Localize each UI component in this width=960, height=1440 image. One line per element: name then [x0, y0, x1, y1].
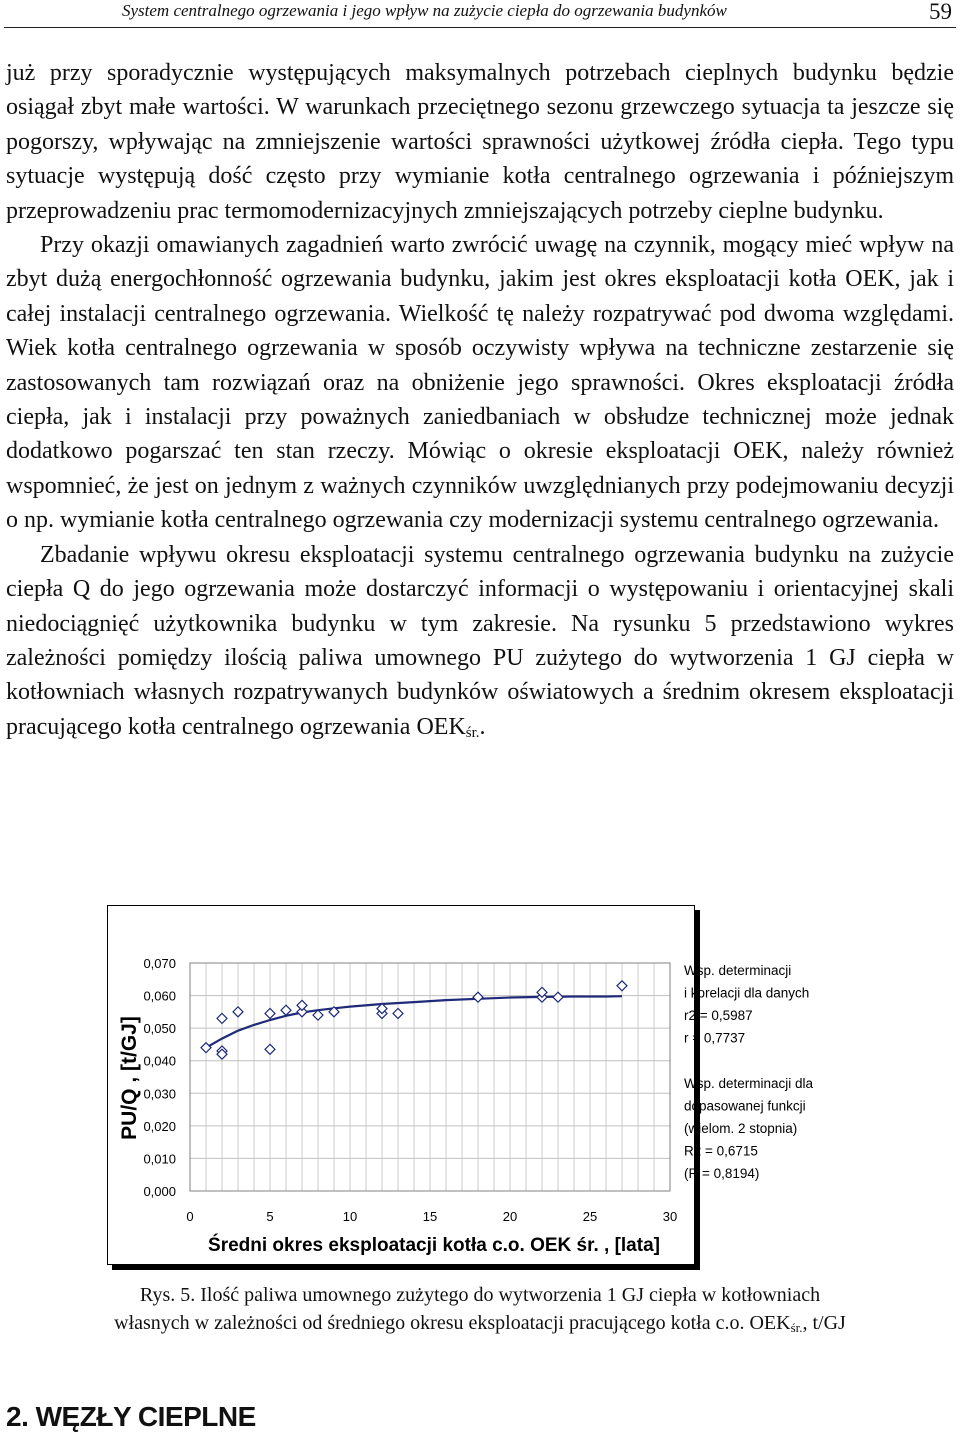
y-tick-label: 0,070	[143, 956, 176, 971]
y-tick-label: 0,050	[143, 1021, 176, 1037]
paragraph-3-text: Zbadanie wpływu okresu eksploatacji systemu centralnego ogrzewania budynku na zużycie ciepła Q do jego ogrzewania może dostarczyć informacji o występowaniu i orientacyjnej skali niedociągnięć użytkownika budynku w tym zakresie. Na rysunku 5 przedstawiono wykres zależności pomiędzy ilością paliwa umownego PU zużytego do wytworzenia 1 GJ ciepła w kotłowniach własnych rozpatrywanych budynków oświatowych a średnim okresem eksploatacji pracującego kotła centralnego ogrzewania OEK	[6, 541, 954, 740]
annotation-line: r = 0,7737	[684, 1030, 746, 1046]
y-tick-label: 0,040	[143, 1053, 176, 1069]
section-heading: 2. WĘZŁY CIEPLNE	[6, 1401, 256, 1432]
annotation-line: dopasowanej funkcji	[684, 1098, 806, 1114]
y-axis-label: PU/Q , [t/GJ]	[118, 1016, 141, 1140]
caption-line-1: Rys. 5. Ilość paliwa umownego zużytego do wytworzenia 1 GJ ciepła w kotłowniach	[139, 1284, 821, 1306]
scatter-chart	[108, 906, 814, 1264]
x-tick-labels	[186, 1209, 677, 1224]
page-number: 59	[929, 0, 952, 24]
y-tick-label: 0,000	[143, 1184, 176, 1199]
caption-line-2-text: własnych w zależności od średniego okresu eksploatacji pracującego kotła c.o. OEK	[114, 1312, 791, 1334]
x-tick-label: 15	[422, 1209, 438, 1224]
caption-line-2-end: , t/GJ	[802, 1312, 846, 1334]
x-axis-label: Średni okres eksploatacji kotła c.o. OEK śr. , [lata]	[208, 1235, 660, 1256]
annotation-line: i korelacji dla danych	[684, 985, 810, 1001]
oek-subscript: śr.	[465, 724, 480, 741]
header-rule	[4, 27, 956, 28]
annotation-line: Wsp. determinacji	[684, 963, 792, 978]
annotation-line: R2 = 0,6715	[684, 1143, 758, 1159]
body-text	[6, 56, 954, 744]
x-tick-label: 10	[342, 1209, 358, 1224]
annotation-line: (wielom. 2 stopnia)	[684, 1121, 798, 1136]
y-tick-labels	[143, 956, 176, 1199]
annotation-line: (R = 0,8194)	[684, 1166, 760, 1181]
x-tick-label: 0	[186, 1209, 194, 1224]
paragraph-3	[6, 538, 954, 744]
figure-chart	[107, 905, 814, 1265]
y-tick-label: 0,030	[143, 1086, 176, 1102]
running-header	[0, 0, 960, 36]
caption-line-2	[30, 1309, 930, 1337]
chart-annotations	[684, 963, 814, 1181]
figure-caption	[30, 1281, 930, 1337]
x-tick-label: 20	[502, 1209, 518, 1224]
annotation-line: r2 = 0,5987	[684, 1008, 753, 1023]
paragraph-2: Przy okazji omawianych zagadnień warto zwrócić uwagę na czynnik, mogący mieć wpływ na zbyt dużą energochłonność ogrzewania budynku, jakim jest okres eksploatacji kotła OEK, jak i całej instalacji centralnego ogrzewania. Wielkość tę należy rozpatrywać pod dwoma względami. Wiek kotła centralnego ogrzewania w sposób oczywisty wpływa na techniczne zestarzenie się zastosowanych tam rozwiązań oraz na obniżenie jego sprawności. Okres eksploatacji źródła ciepła, jak i instalacji przy poważnych zaniedbaniach w obsłudze technicznej może jednak dodatkowo pogarszać ten stan rzeczy. Mówiąc o okresie eksploatacji OEK, należy również wspomnieć, że jest on jednym z ważnych czynników uwzględnianych przy podejmowaniu decyzji o np. wymianie kotła centralnego ogrzewania czy modernizacji systemu centralnego ogrzewania.	[6, 232, 954, 534]
paragraph-1: już przy sporadycznie występujących maksymalnych potrzebach cieplnych budynku będzie osiągał zbyt małe wartości. W warunkach przeciętnego sezonu grzewczego sytuacja ta jeszcze się pogorszy, wpływając na zmniejszenie wartości sprawności użytkowej źródła ciepła. Tego typu sytuacje występują dość często przy wymianie kotła centralnego ogrzewania i późniejszym przeprowadzeniu prac termomodernizacyjnych zmniejszających potrzeby cieplne budynku.	[6, 60, 954, 224]
annotation-line: Wsp. determinacji dla	[684, 1076, 814, 1091]
running-title: System centralnego ogrzewania i jego wpływ na zużycie ciepła do ogrzewania budynków	[122, 1, 727, 20]
paragraph-3-end: .	[479, 713, 486, 740]
caption-subscript: śr.	[790, 1320, 803, 1335]
x-tick-label: 25	[582, 1209, 598, 1224]
x-tick-label: 5	[266, 1209, 274, 1224]
x-tick-label: 30	[662, 1209, 678, 1224]
y-tick-label: 0,060	[143, 988, 176, 1004]
y-tick-label: 0,010	[143, 1151, 176, 1167]
y-tick-label: 0,020	[143, 1118, 176, 1134]
